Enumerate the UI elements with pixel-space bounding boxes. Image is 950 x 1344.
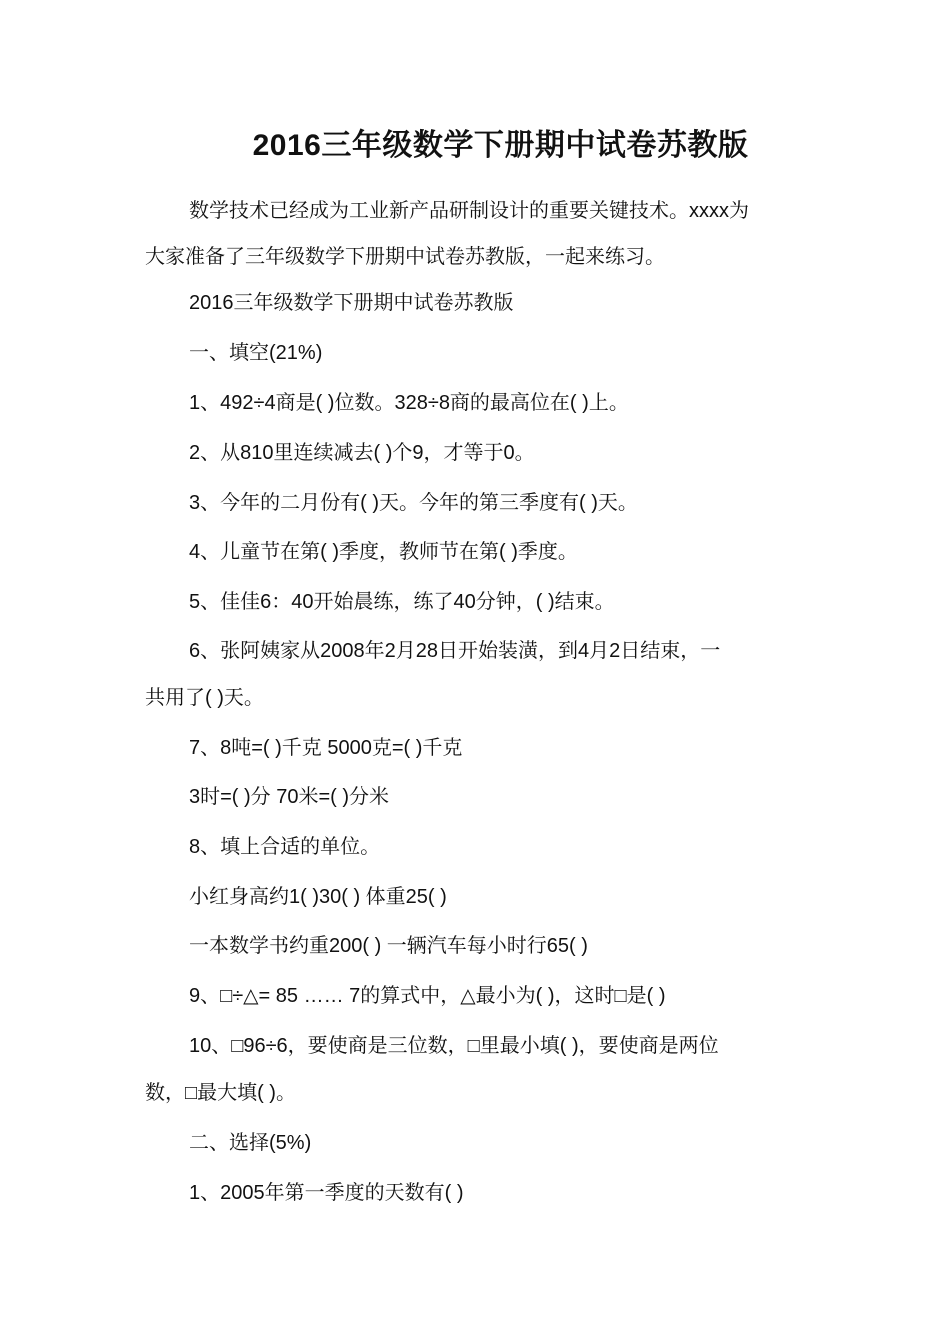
question-8-line-2: 一本数学书约重200( ) 一辆汽车每小时行65( ) xyxy=(189,935,588,957)
question-10-line-1: 10、□96÷6，要使商是三位数，□里最小填( )，要使商是两位 xyxy=(189,1035,719,1057)
question-7-line-2: 3时=( )分 70米=( )分米 xyxy=(189,786,390,808)
question-9: 9、□÷△= 85 …… 7的算式中，△最小为( )，这时□是( ) xyxy=(189,985,666,1007)
section-heading-fill-blank: 一、填空(21%) xyxy=(189,342,323,364)
question-5: 5、佳佳6：40开始晨练，练了40分钟，( )结束。 xyxy=(189,591,615,613)
question-10-line-2: 数，□最大填( )。 xyxy=(145,1082,296,1104)
question-6-line-1: 6、张阿姨家从2008年2月28日开始装潢，到4月2日结束，一 xyxy=(189,640,721,662)
intro-line-1: 数学技术已经成为工业新产品研制设计的重要关键技术。xxxx为 xyxy=(189,200,749,222)
question-4: 4、儿童节在第( )季度，教师节在第( )季度。 xyxy=(189,541,578,563)
question-2: 2、从810里连续减去( )个9，才等于0。 xyxy=(189,442,535,464)
subtitle-line: 2016三年级数学下册期中试卷苏教版 xyxy=(189,292,514,314)
section-heading-choice: 二、选择(5%) xyxy=(189,1132,312,1154)
question-8: 8、填上合适的单位。 xyxy=(189,836,381,858)
intro-line-2: 大家准备了三年级数学下册期中试卷苏教版，一起来练习。 xyxy=(145,246,665,268)
document-title: 2016三年级数学下册期中试卷苏教版 xyxy=(252,129,749,162)
question-1: 1、492÷4商是( )位数。328÷8商的最高位在( )上。 xyxy=(189,392,629,414)
choice-question-1: 1、2005年第一季度的天数有( ) xyxy=(189,1182,464,1204)
question-3: 3、今年的二月份有( )天。今年的第三季度有( )天。 xyxy=(189,492,638,514)
question-6-line-2: 共用了( )天。 xyxy=(145,687,264,709)
question-7-line-1: 7、8吨=( )千克 5000克=( )千克 xyxy=(189,737,463,759)
question-8-line-1: 小红身高约1( )30( ) 体重25( ) xyxy=(189,886,447,908)
